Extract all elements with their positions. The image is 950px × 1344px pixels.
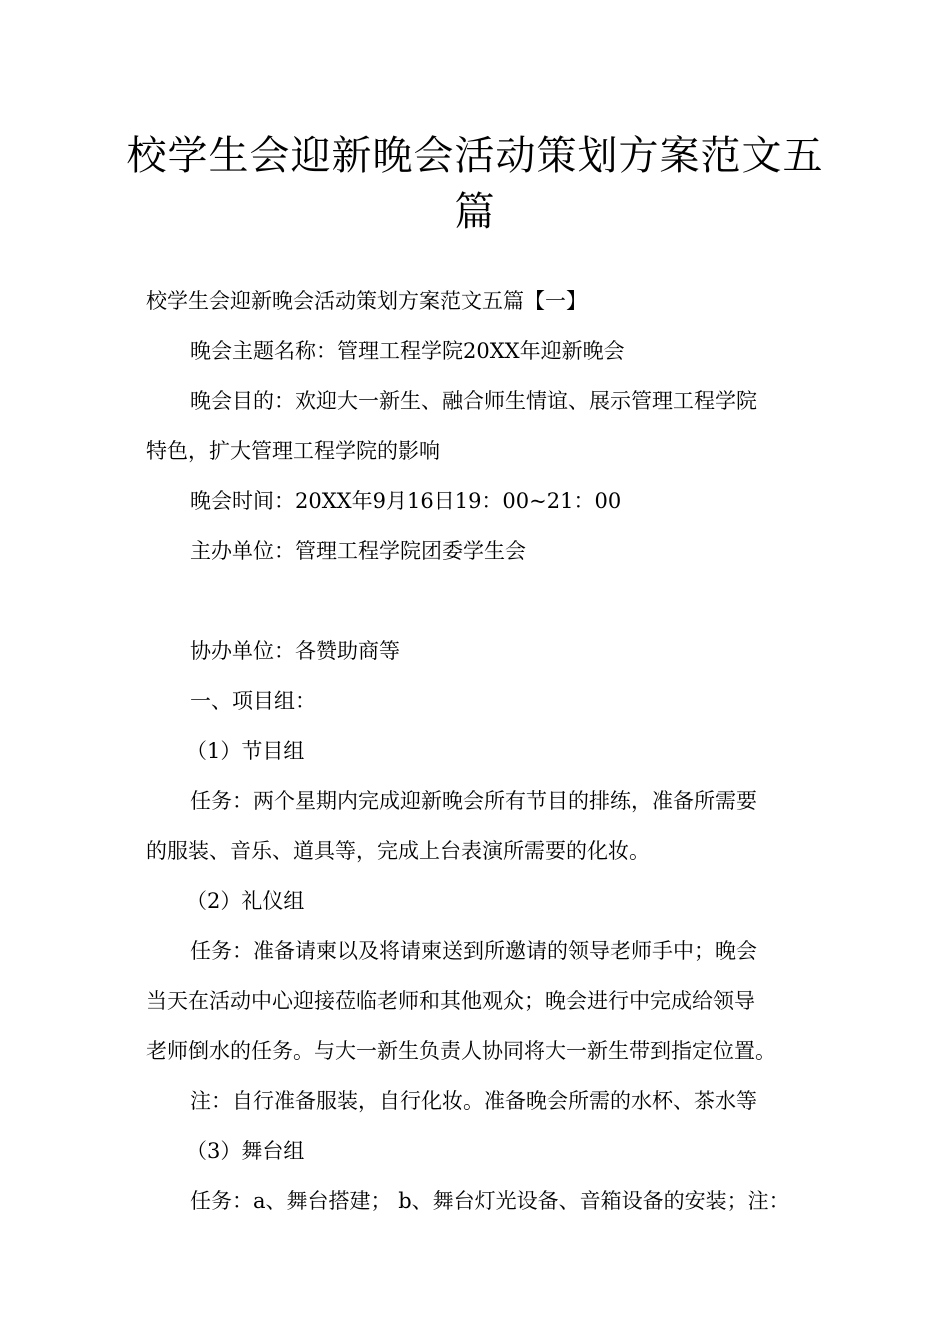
paragraph-line: 主办单位：管理工程学院团委学生会 [190,539,526,563]
paragraph-line: 晚会主题名称：管理工程学院20XX年迎新晚会 [190,339,625,363]
paragraph-line: 晚会目的：欢迎大一新生、融合师生情谊、展示管理工程学院 [190,389,757,413]
subsection-heading: （2）礼仪组 [186,889,305,913]
paragraph-line: 当天在活动中心迎接莅临老师和其他观众；晚会进行中完成给领导 [146,989,755,1013]
paragraph-line: 晚会时间：20XX年9月16日19：00~21：00 [190,489,622,513]
paragraph-line: 特色，扩大管理工程学院的影响 [146,439,440,463]
paragraph-line: 任务：准备请柬以及将请柬送到所邀请的领导老师手中；晚会 [190,939,757,963]
subsection-heading: （1）节目组 [186,739,305,763]
section-heading: 校学生会迎新晚会活动策划方案范文五篇【一】 [146,289,587,313]
paragraph-line: 注：自行准备服装，自行化妆。准备晚会所需的水杯、茶水等 [190,1089,757,1113]
paragraph-line: 任务：两个星期内完成迎新晚会所有节目的排练，准备所需要 [190,789,757,813]
subsection-heading: （3）舞台组 [186,1139,305,1163]
paragraph-line: 的服装、音乐、道具等，完成上台表演所需要的化妆。 [146,839,650,863]
document-title: 校学生会迎新晚会活动策划方案范文五篇 [126,133,824,235]
paragraph-line: 协办单位：各赞助商等 [190,639,400,663]
paragraph-line: 任务：a、舞台搭建； b、舞台灯光设备、音箱设备的安装；注： [190,1189,790,1213]
section-heading: 一、项目组： [190,689,316,713]
paragraph-line: 老师倒水的任务。与大一新生负责人协同将大一新生带到指定位置。 [146,1039,776,1063]
